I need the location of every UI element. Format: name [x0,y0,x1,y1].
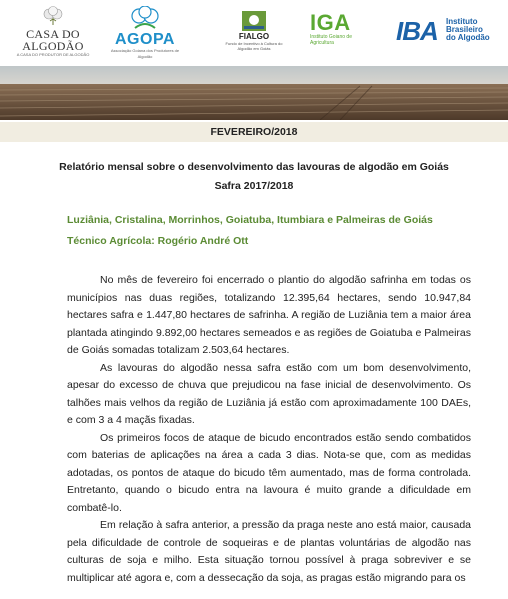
paragraph-3: Os primeiros focos de ataque de bicudo encontrados estão sendo combatidos com baterias de aplicações na área a cada 3 dias. Nota-se que, com as medidas adotadas, os pontos de ataque do bicudo têm aumentado, mas de forma controlada. Entretanto, quando o bicudo entra na lavoura é muito grande a dificuldade em combatê-lo. [67,431,471,514]
agopa-cotton-icon [125,6,165,32]
agopa-logo [108,6,182,60]
agopa-name: AGOPA [115,31,175,48]
technician-line: Técnico Agrícola: Rogério André Ott [67,235,249,247]
iba-tagline-line2: Brasileiro [446,25,483,34]
logo-bar [0,0,508,62]
iga-name: IGA [310,10,351,35]
report-month: FEVEREIRO/2018 [0,122,508,142]
fialgo-logo [224,6,284,51]
fialgo-tagline: Fundo de Incentivo à Cultura do Algodão em Goiás [225,41,283,51]
report-body [67,272,471,587]
regions-line: Luziânia, Cristalina, Morrinhos, Goiatuba, Itumbiara e Palmeiras de Goiás [67,214,433,226]
iba-tagline-line1: Instituto [446,17,478,26]
casa-logo-tagline: A CASA DO PRODUTOR DE ALGODÃO [16,52,90,57]
casa-do-algodao-logo [14,6,92,58]
fialgo-name: FIALGO [238,32,270,41]
cotton-boll-icon [42,6,64,26]
report-title: Relatório mensal sobre o desenvolvimento das lavouras de algodão em Goiás [59,161,449,173]
iba-name: IBA [396,16,438,46]
iga-tagline: Instituto Goiano de Agricultura [310,34,352,46]
paragraph-2: As lavouras do algodão nessa safra estão com um bom desenvolvimento, apesar do excesso de chuva que prejudicou na fase inicial de desenvolvimento. Os talhões mais velhos da região de Luziânia já estão com aproximadamente 100 DAEs, e com 3 a 4 maçãs fixadas. [67,361,471,426]
fialgo-emblem-icon [241,10,267,32]
paragraph-1: No mês de fevereiro foi encerrado o plantio do algodão safrinha em todas os municípios nas duas regiões, totalizando 12.395,64 hectares, sendo 10.947,84 hectares safra e 1.447,80 hectares de safrinha. A região de Luziânia tem a maior área plantada atingindo 9.892,00 hectares semeados e as regiões de Goiatuba e Palmeiras de Goiás somadas totalizam 2.503,64 hectares. [67,274,471,356]
report-season: Safra 2017/2018 [214,180,294,192]
field-banner-image [0,66,508,120]
casa-logo-line1: CASA DO [26,27,80,41]
paragraph-4: Em relação à safra anterior, a pressão da praga neste ano está maior, causada pela dificuldade de controle de soqueiras e de plantas voluntárias de algodão nas culturas de soja e milho. Esta situação tornou possível à praga sobreviver e se multiplicar até agora e, com a dessecação da soja, as pragas estão migrando para os [67,519,471,584]
iba-tagline [446,18,504,42]
iga-logo [310,6,376,46]
agopa-tagline: Associação Goiana dos Produtores de Algodão [110,48,180,59]
field-photo [0,66,508,120]
iba-tagline-line3: do Algodão [446,33,490,42]
casa-logo-line2: ALGODÃO [22,39,84,53]
